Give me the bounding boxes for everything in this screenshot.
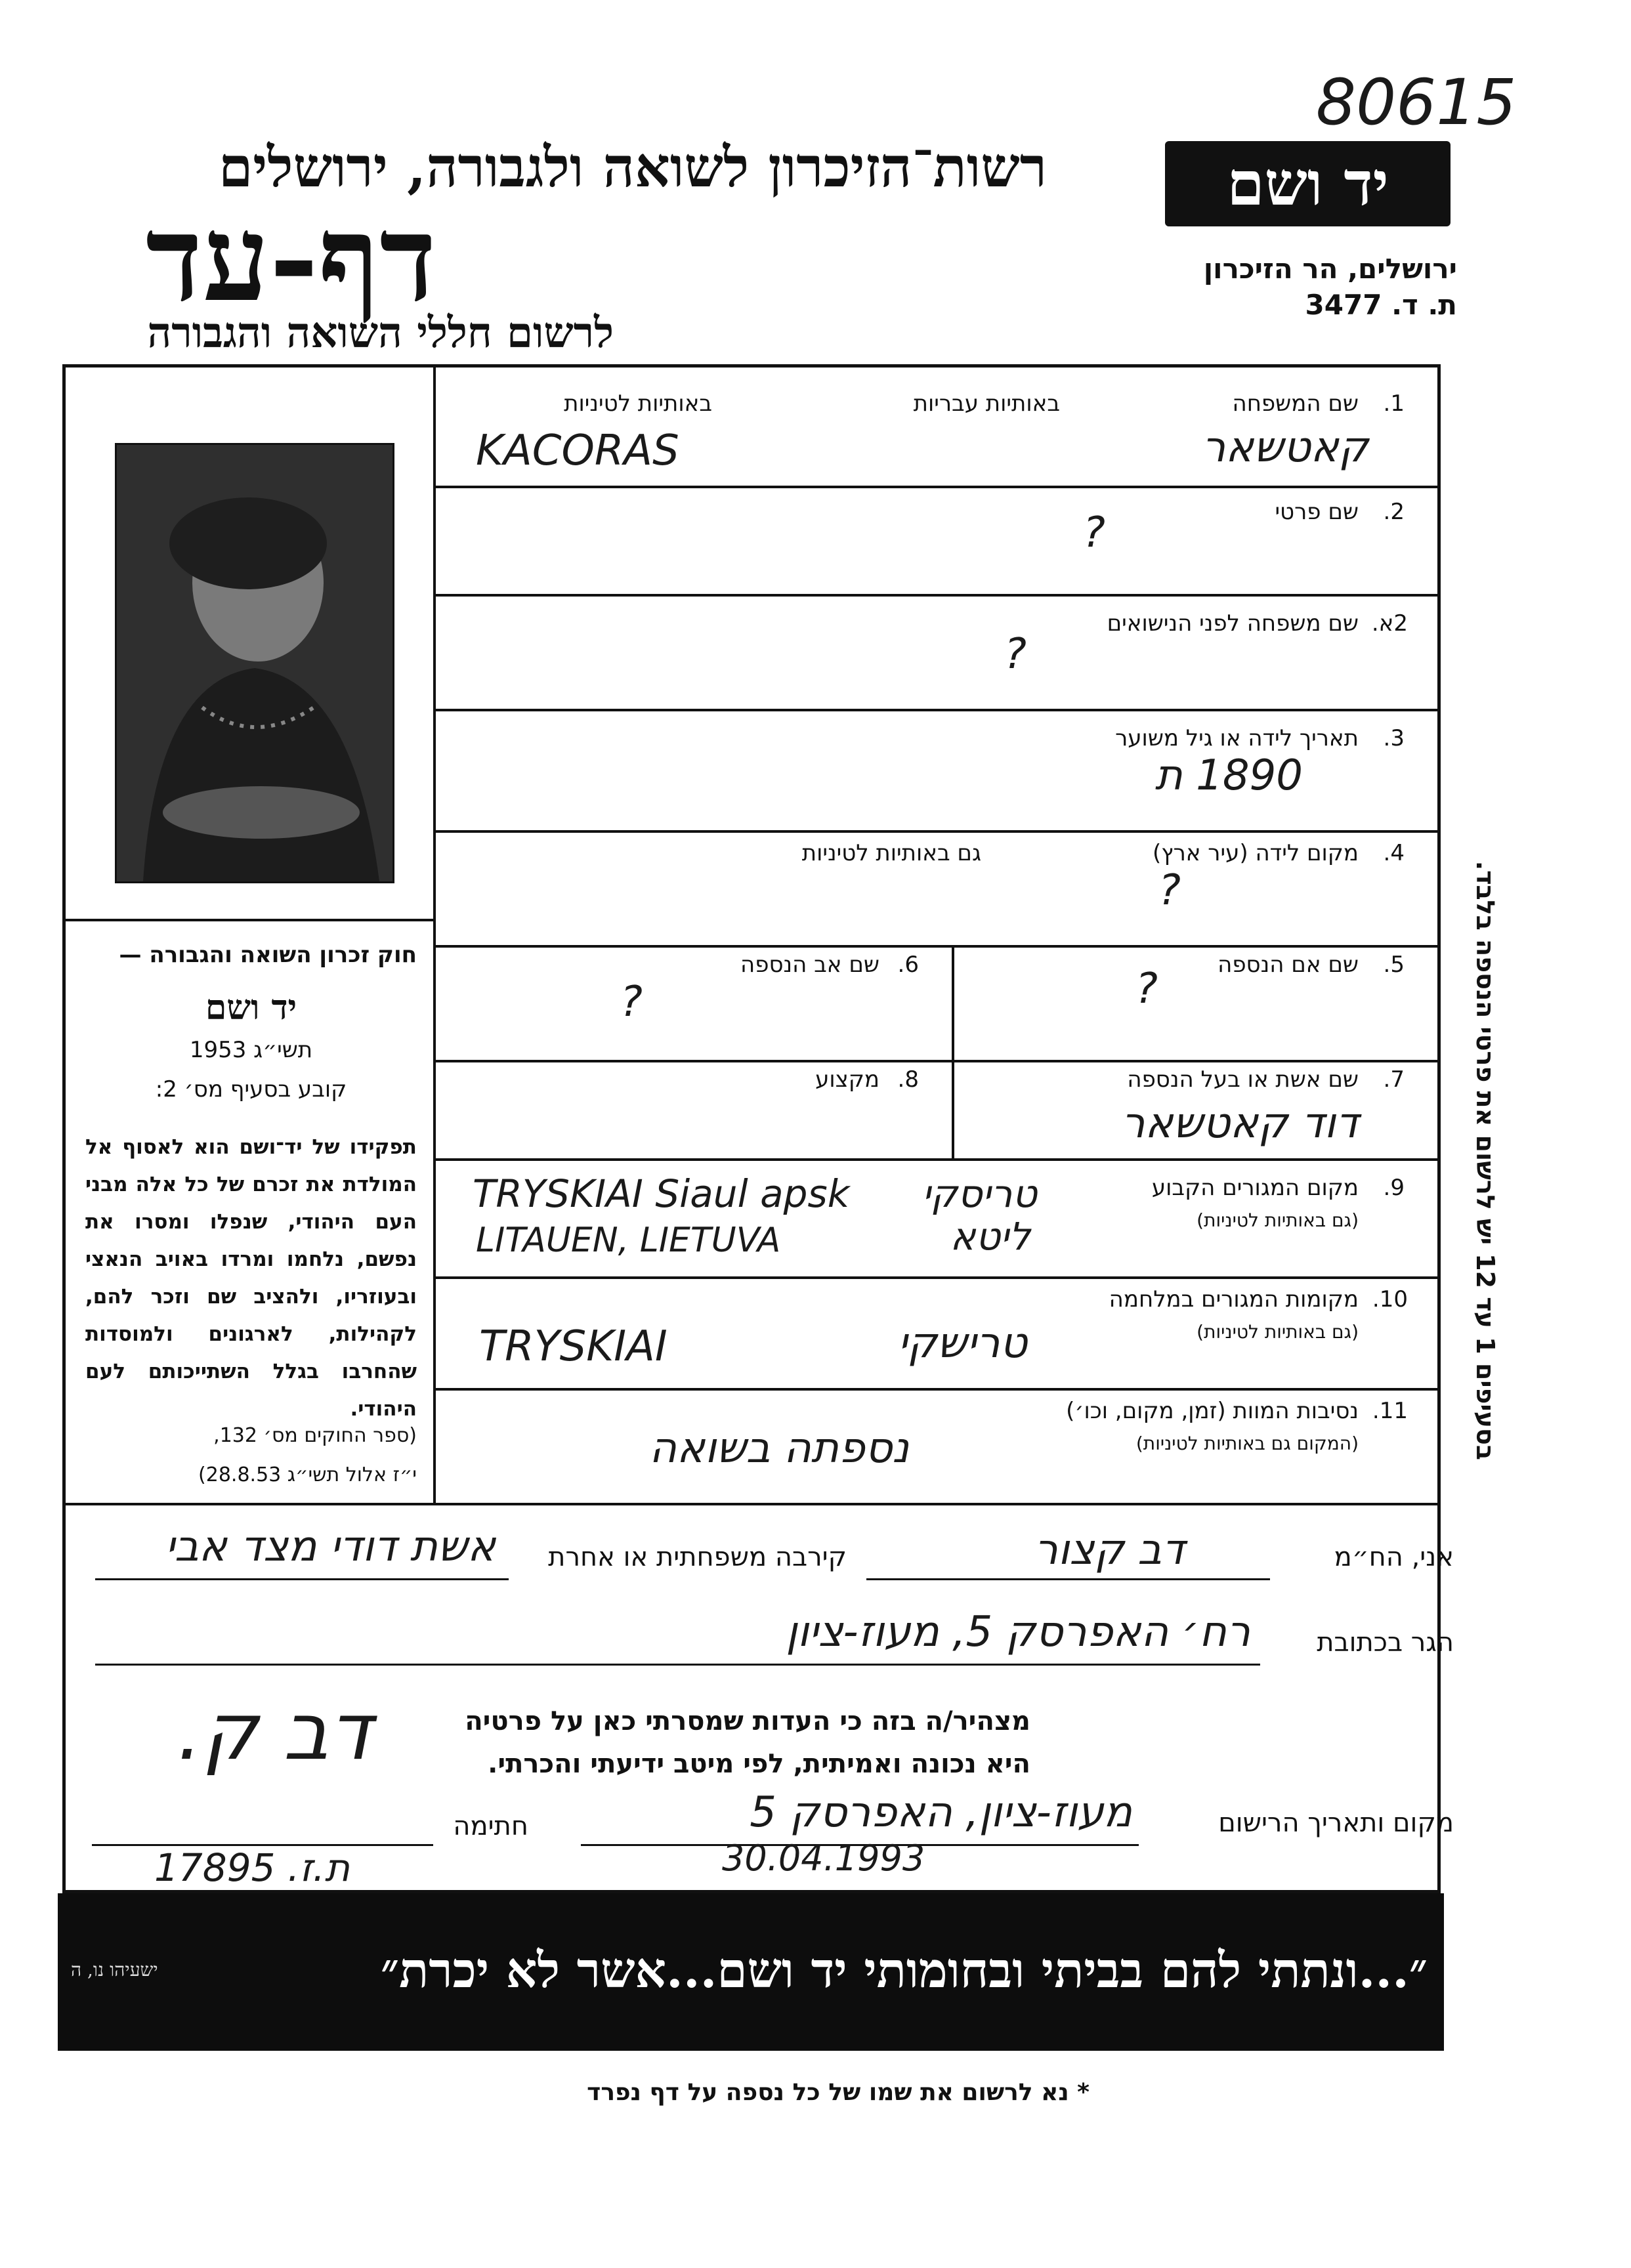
signature[interactable]: דב ק. <box>177 1687 372 1778</box>
law-source: (ספר החוקים מס׳ 132, <box>213 1424 417 1447</box>
document-number: 80615 <box>1316 66 1517 139</box>
field-4-label: מקום לידה (עיר ארץ) <box>1152 840 1359 866</box>
field-9-latin-hint: (גם באותיות לטיניות) <box>1197 1209 1359 1231</box>
field-11-number: 11. <box>1372 1398 1408 1424</box>
banner-source: ישעיהו נו, ה <box>71 1959 158 1981</box>
field-5-value[interactable]: ? <box>1135 965 1158 1013</box>
field-7-label: שם אשת או בעל הנספה <box>1127 1066 1359 1093</box>
declarant-i-label: אני, הח״מ <box>1334 1542 1454 1572</box>
address-line <box>95 1664 1260 1666</box>
field-5-number: 5. <box>1383 952 1405 978</box>
banner-quote: ״...ונתתי להם בביתי ובחומותי יד ושם...אשר לא יכרת״ <box>380 1942 1428 1999</box>
relation-label: קירבה משפחתית או אחרת <box>548 1542 847 1572</box>
page-subtitle: לרשום חללי השואה והגבורה <box>147 308 614 358</box>
field-9-value-hebrew-1[interactable]: טריסקי <box>921 1171 1037 1216</box>
declarant-name-line <box>866 1578 1270 1580</box>
page-title: דף-עד <box>146 190 436 328</box>
relation-line <box>95 1578 509 1580</box>
row-line-9 <box>433 1388 1441 1391</box>
row-line-4 <box>433 830 1441 833</box>
yad-vashem-logo <box>1165 141 1451 226</box>
address-line-1: ירושלים, הר הזיכרון <box>1203 253 1457 285</box>
quote-banner <box>58 1893 1444 2051</box>
field-9-value-latin-2[interactable]: LITAUEN, LIETUVA <box>476 1221 781 1260</box>
field-10-latin-hint: (גם באותיות לטיניות) <box>1197 1321 1359 1343</box>
field-1-number: 1. <box>1383 390 1405 417</box>
authority-title: רשות־הזיכרון לשואה ולגבורה, ירושלים <box>218 135 1047 200</box>
field-8-label: מקצוע <box>815 1066 879 1093</box>
address-line-2: ת. ד. 3477 <box>1305 289 1457 321</box>
law-date: י״ז אלול תשי״ג 28.8.53) <box>198 1463 417 1486</box>
field-2-value[interactable]: ? <box>1083 509 1105 557</box>
field-1-value-hebrew[interactable]: קאטשאר <box>1202 423 1368 472</box>
row-line-8 <box>433 1276 1441 1279</box>
row-line-5 <box>433 945 1441 948</box>
field-1-latin-hint: באותיות לטיניות <box>564 390 712 417</box>
logo-text: יד ושם <box>1227 148 1389 219</box>
field-11-label: נסיבות המוות (זמן, מקום, וכו׳) <box>1066 1398 1359 1424</box>
field-9-value-hebrew-2[interactable]: ליטא <box>950 1214 1030 1259</box>
field-7-number: 7. <box>1383 1066 1405 1093</box>
field-4-number: 4. <box>1383 840 1405 866</box>
address-label: הגר בכתובת <box>1317 1628 1454 1658</box>
law-year: תשי״ג 1953 <box>189 1037 313 1063</box>
footnote: * נא לרשום את שמו של כל נספה על דף נפרד <box>587 2079 1090 2106</box>
place-value[interactable]: מעוז-ציון, האפרסק 5 <box>750 1788 1132 1837</box>
field-3-number: 3. <box>1383 725 1405 751</box>
field-2a-value[interactable]: ? <box>1004 630 1027 679</box>
left-column-divider <box>433 364 436 1503</box>
law-heading: חוק זכרון השואה והגבורה — <box>119 942 417 968</box>
field-2-label: שם פרטי <box>1275 499 1359 525</box>
field-10-value-latin[interactable]: TRYSKIAI <box>479 1322 667 1371</box>
row-line-2 <box>433 594 1441 597</box>
field-6-number: 6. <box>897 952 919 978</box>
place-date-label: מקום ותאריך הרישום <box>1218 1808 1454 1838</box>
field-5-label: שם אם הנספה <box>1218 952 1359 978</box>
row-line-7 <box>433 1158 1441 1161</box>
field-9-number: 9. <box>1383 1175 1405 1201</box>
law-clause: קובע בסעיף מס׳ 2: <box>155 1076 347 1102</box>
field-4-latin-hint: גם באותיות לטיניות <box>801 840 981 866</box>
field-4-value[interactable]: ? <box>1158 866 1181 915</box>
declarant-top-line <box>62 1503 1441 1505</box>
address-value[interactable]: רח׳ האפרסק 5, מעוז-ציון <box>786 1608 1250 1656</box>
declarant-name[interactable]: דב קצור <box>1034 1526 1185 1574</box>
field-9-value-latin-1[interactable]: TRYSKIAI Siaul apsk <box>473 1171 850 1216</box>
field-3-value[interactable]: 1890 ת <box>1154 751 1303 800</box>
law-body: תפקידו של יד־ושם הוא לאסוף אל המולדת את זכרם של כל אלה מבני העם היהודי, שנפלו ומסרו את נפשם, נלחמו ומרדו באויב הנאצי ובעוזריו, ולהציב שם וזכר להם, לקהילות, לארגונים ולמוסדות שהחרבו בגלל השתייכותם לעם היהודי. <box>85 1135 417 1421</box>
photo-portrait <box>117 445 392 881</box>
field-1-hebrew-hint: באותיות עבריות <box>913 390 1060 417</box>
photo-panel-separator <box>62 919 433 921</box>
declaration-line-1: מצהיר/ה בזה כי העדות שמסרתי כאן על פרטיה <box>465 1706 1030 1736</box>
side-note: בסעיפים 1 עד 12 יש לרשום את פרטי הנספה בלבד. <box>1471 860 1500 1460</box>
field-1-label: שם המשפחה <box>1232 390 1359 417</box>
field-6-label: שם אב הנספה <box>740 952 879 978</box>
field-1-value-latin[interactable]: KACORAS <box>476 427 679 475</box>
field-8-number: 8. <box>897 1066 919 1093</box>
date-value[interactable]: 30.04.1993 <box>722 1838 925 1879</box>
row-5-6-divider <box>952 945 954 1158</box>
field-3-label: תאריך לידה או גיל משוער <box>1115 725 1359 751</box>
field-2-number: 2. <box>1383 499 1405 525</box>
field-10-value-hebrew[interactable]: טרישקי <box>898 1319 1027 1368</box>
field-9-label: מקום המגורים הקבוע <box>1151 1175 1359 1201</box>
field-2a-number: 2א. <box>1371 610 1408 637</box>
law-name: יד ושם <box>205 988 297 1028</box>
row-line-6 <box>433 1060 1441 1062</box>
field-2a-label: שם משפחה לפני הנישואים <box>1107 610 1359 637</box>
declaration-line-2: היא נכונה ואמיתית, לפי מיטב ידיעתי והכרתי. <box>488 1749 1030 1779</box>
field-10-label: מקומות המגורים במלחמה <box>1109 1286 1359 1312</box>
victim-photo <box>115 443 394 883</box>
signature-label: חתימה <box>453 1811 528 1841</box>
field-7-value[interactable]: דוד קאטשאר <box>1121 1099 1359 1148</box>
field-11-value[interactable]: נספתה בשואה <box>649 1424 909 1473</box>
id-number[interactable]: ת.ז. 17895 <box>154 1845 350 1890</box>
row-line-3 <box>433 709 1441 711</box>
row-line-1 <box>433 486 1441 488</box>
field-10-number: 10. <box>1372 1286 1408 1312</box>
field-11-latin-hint: (המקום גם באותיות לטיניות) <box>1135 1433 1359 1454</box>
field-6-value[interactable]: ? <box>620 978 643 1026</box>
relation-value[interactable]: אשת דודי מצד אבי <box>165 1522 496 1571</box>
